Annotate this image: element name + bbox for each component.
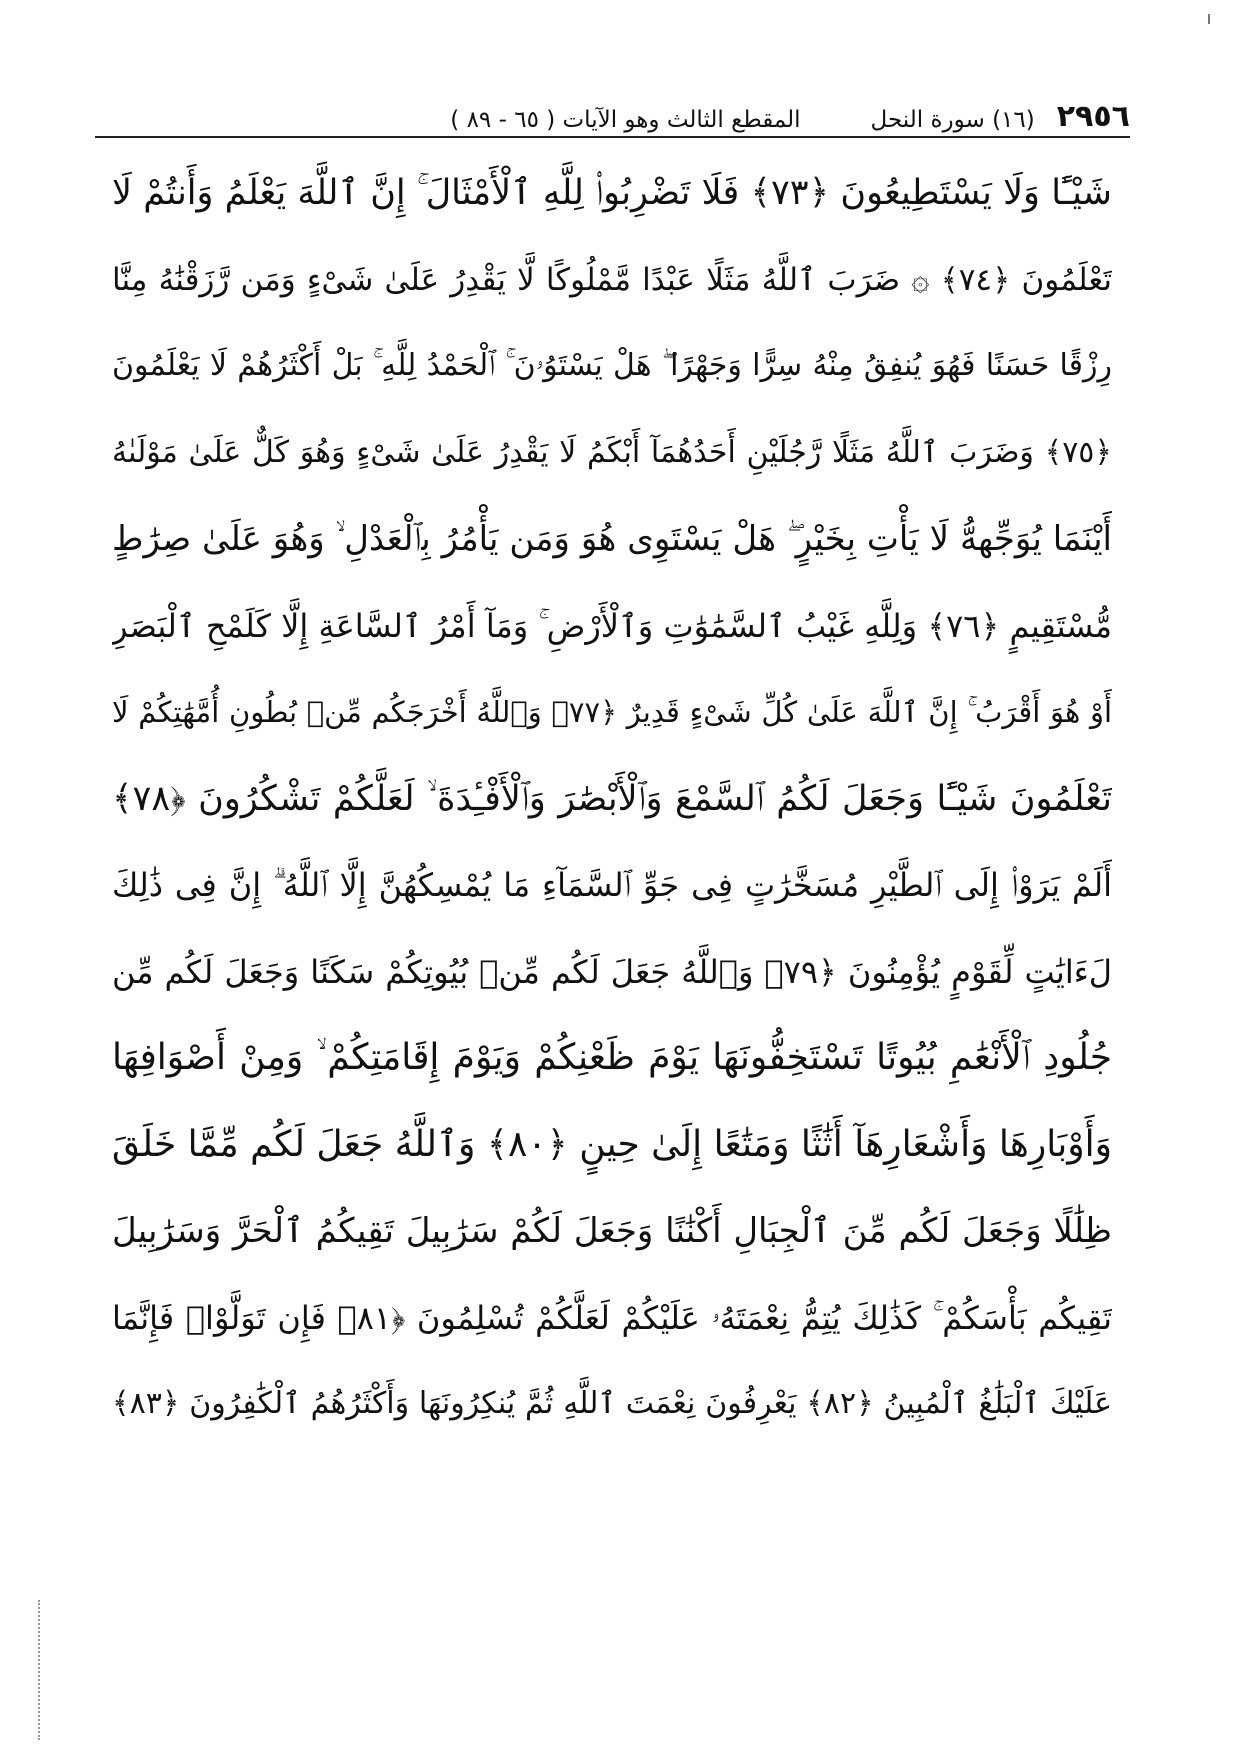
page-number: ٢٩٥٦ xyxy=(1056,99,1130,134)
verse-line: عَلَيْكَ ٱلْبَلَٰغُ ٱلْمُبِينُ ﴿٨٢﴾ يَعْرِفُونَ نِعْمَتَ ٱللَّهِ ثُمَّ يُنكِرُونَهَا وَأَكْثَرُهُمُ ٱلْكَٰفِرُونَ ﴿٨٣﴾ xyxy=(112,1386,1112,1421)
section-title: المقطع الثالث وهو الآيات ( ٦٥ - ٨٩ ) xyxy=(450,107,801,133)
verse-line: ﴿٧٥﴾ وَضَرَبَ ٱللَّهُ مَثَلًا رَّجُلَيْنِ أَحَدُهُمَآ أَبْكَمُ لَا يَقْدِرُ عَلَىٰ شَىْءٍ وَهُوَ كَلٌّ عَلَىٰ مَوْلَىٰهُ xyxy=(112,434,1112,470)
verse-line: جُلُودِ ٱلْأَنْعَٰمِ بُيُوتًا تَسْتَخِفُّونَهَا يَوْمَ ظَعْنِكُمْ وَيَوْمَ إِقَامَتِكُمْ ۙ وَمِنْ أَصْوَافِهَا xyxy=(112,1037,1112,1078)
verse-line: شَيْـًٔا وَلَا يَسْتَطِيعُونَ ﴿٧٣﴾ فَلَا تَضْرِبُوا۟ لِلَّهِ ٱلْأَمْثَالَ ۚ إِنَّ ٱللَّهَ يَعْلَمُ وَأَنتُمْ لَا xyxy=(112,173,1112,213)
binding-margin-dots xyxy=(38,1600,42,1740)
header-divider xyxy=(95,136,1130,138)
verse-line: أَلَمْ يَرَوْا۟ إِلَى ٱلطَّيْرِ مُسَخَّرَٰتٍ فِى جَوِّ ٱلسَّمَآءِ مَا يُمْسِكُهُنَّ إِلَّا ٱللَّهُ ۗ إِنَّ فِى ذَٰلِكَ xyxy=(112,866,1112,904)
verse-line: تَعْلَمُونَ ﴿٧٤﴾ ۞ ضَرَبَ ٱللَّهُ مَثَلًا عَبْدًا مَّمْلُوكًا لَّا يَقْدِرُ عَلَىٰ شَىْءٍ وَمَن رَّزَقْنَٰهُ مِنَّا xyxy=(112,261,1112,298)
verse-line: تَقِيكُم بَأْسَكُمْ ۚ كَذَٰلِكَ يُتِمُّ نِعْمَتَهُۥ عَلَيْكُمْ لَعَلَّكُمْ تُسْلِمُونَ ﴿٨١﴾ فَإِن تَوَلَّوْا۟ فَإِنَّمَا xyxy=(112,1298,1112,1337)
verse-line: وَأَوْبَارِهَا وَأَشْعَارِهَآ أَثَٰثًا وَمَتَٰعًا إِلَىٰ حِينٍ ﴿٨٠﴾ وَٱللَّهُ جَعَلَ لَكُم مِّمَّا خَلَقَ xyxy=(112,1123,1112,1165)
surah-title: (١٦) سورة النحل xyxy=(870,107,1035,133)
verse-line: رِزْقًا حَسَنًا فَهُوَ يُنفِقُ مِنْهُ سِرًّا وَجَهْرًا ۖ هَلْ يَسْتَوُۥنَ ۚ ٱلْحَمْدُ لِلَّهِ ۚ بَلْ أَكْثَرُهُمْ لَا يَعْلَمُونَ xyxy=(112,348,1112,383)
verse-line: لَءَايَٰتٍ لِّقَوْمٍ يُؤْمِنُونَ ﴿٧٩﴾ وَٱللَّهُ جَعَلَ لَكُم مِّنۢ بُيُوتِكُمْ سَكَنًا وَجَعَلَ لَكُم مِّن xyxy=(112,952,1112,991)
page-header xyxy=(95,82,1130,132)
verse-line: تَعْلَمُونَ شَيْـًٔا وَجَعَلَ لَكُمُ ٱلسَّمْعَ وَٱلْأَبْصَٰرَ وَٱلْأَفْـِٔدَةَ ۙ لَعَلَّكُمْ تَشْكُرُونَ ﴿٧٨﴾ xyxy=(112,778,1112,819)
verse-line: أَيْنَمَا يُوَجِّههُّ لَا يَأْتِ بِخَيْرٍ ۖ هَلْ يَسْتَوِى هُوَ وَمَن يَأْمُرُ بِٱلْعَدْلِ ۙ وَهُوَ عَلَىٰ صِرَٰطٍ xyxy=(112,519,1112,559)
verse-text-block xyxy=(112,150,1112,1448)
verse-line: ظِلَٰلًا وَجَعَلَ لَكُم مِّنَ ٱلْجِبَالِ أَكْنَٰنًا وَجَعَلَ لَكُمْ سَرَٰبِيلَ تَقِيكُمُ ٱلْحَرَّ وَسَرَٰبِيلَ xyxy=(112,1211,1112,1251)
verse-line: أَوْ هُوَ أَقْرَبُ ۚ إِنَّ ٱللَّهَ عَلَىٰ كُلِّ شَىْءٍ قَدِيرٌ ﴿٧٧﴾ وَٱللَّهُ أَخْرَجَكُم مِّنۢ بُطُونِ أُمَّهَٰتِكُمْ لَا xyxy=(112,695,1112,729)
scan-mark xyxy=(1208,14,1210,24)
verse-line: مُّسْتَقِيمٍ ﴿٧٦﴾ وَلِلَّهِ غَيْبُ ٱلسَّمَٰوَٰتِ وَٱلْأَرْضِ ۚ وَمَآ أَمْرُ ٱلسَّاعَةِ إِلَّا كَلَمْحِ ٱلْبَصَرِ xyxy=(112,606,1112,645)
